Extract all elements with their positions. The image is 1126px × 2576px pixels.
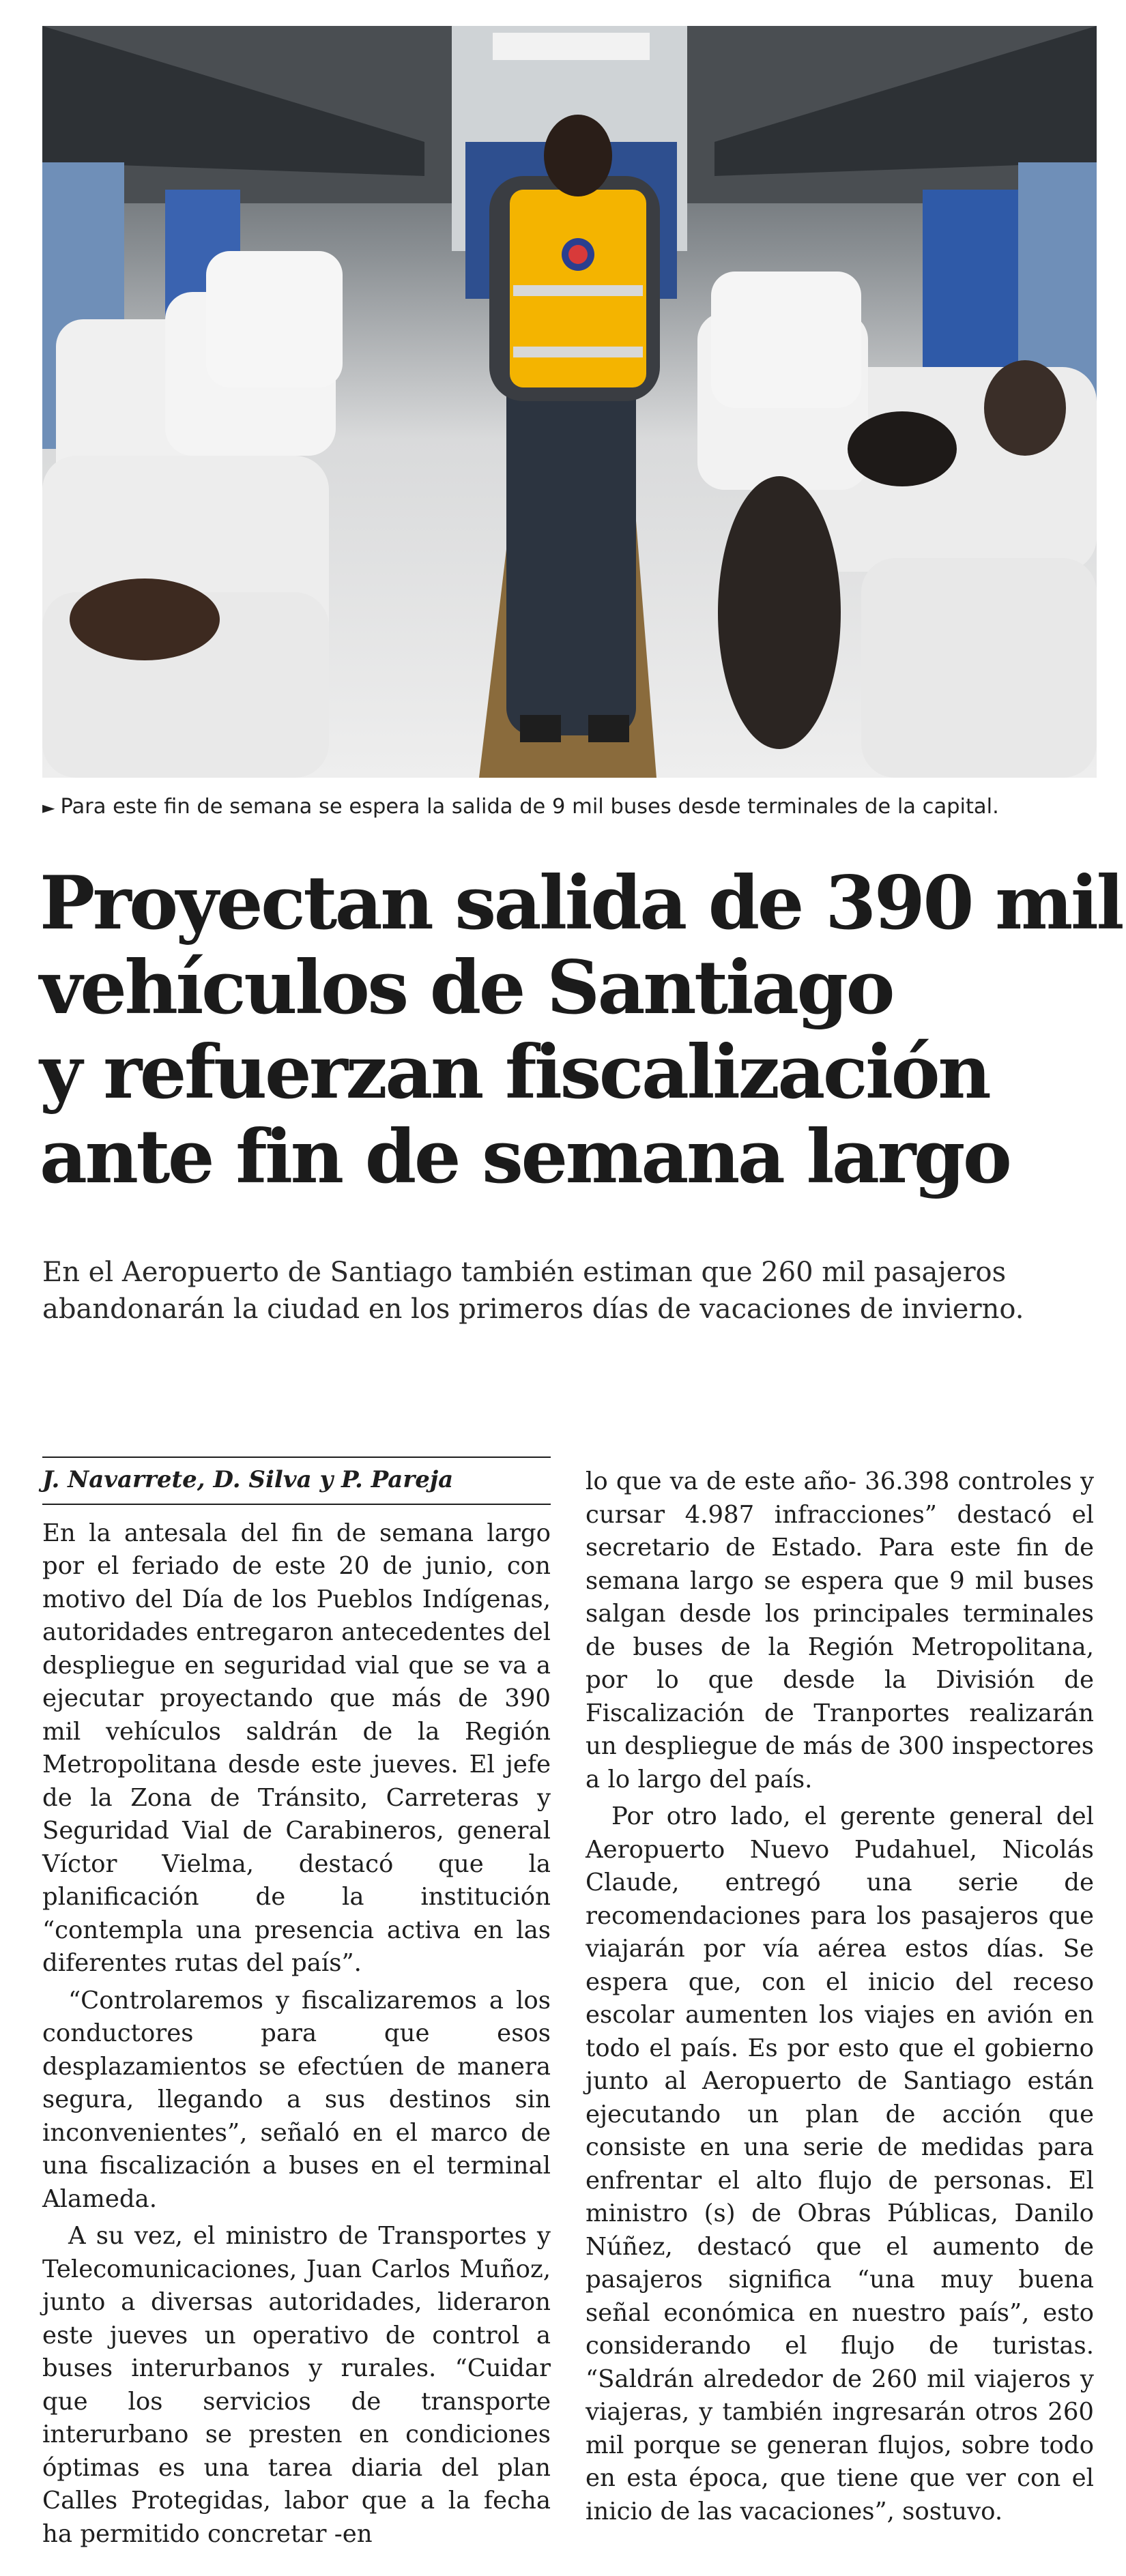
caption-text: Para este fin de semana se espera la salida de 9 mil buses desde terminales de la capital. bbox=[60, 795, 999, 819]
caption-marker: ► bbox=[42, 798, 55, 817]
body-paragraph-4: lo que va de este año- 36.398 controles y cursar 4.987 infracciones” destacó el secretario de Estado. Para este fin de semana largo se espera que 9 mil buses salgan desde los principales terminales de buses de la Región Metropolitana, por lo que desde la División de Fiscalización de Tranportes realizarán un despliegue de más de 300 inspectores a lo largo del país. bbox=[586, 1467, 1094, 1794]
photo-caption bbox=[42, 793, 1117, 821]
article-headline bbox=[40, 860, 1122, 1200]
article-deck bbox=[42, 1254, 1107, 1328]
body-paragraph-5: Por otro lado, el gerente general del Aeropuerto Nuevo Pudahuel, Nicolás Claude, entregó una serie de recomendaciones para los pasajeros que viajarán por vía aérea estos días. Se espera que, con el inicio del receso escolar aumenten los viajes en avión en todo el país. Es por esto que el gobierno junto al Aeropuerto de Santiago están ejecutando un plan de acción que consiste en una serie de medidas para enfrentar el alto flujo de personas. El ministro (s) de Obras Públicas, Danilo Núñez, destacó que el aumento de pasajeros significa “una muy buena señal económica en nuestro país”, esto considerando el flujo de turistas. “Saldrán alrededor de 260 mil viajeros y viajeras, y también ingresarán otros 260 mil porque se generan flujos, sobre todo en esta época, que tiene que ver con el inicio de las vacaciones”, sostuvo. bbox=[586, 1802, 1094, 2526]
headline-line-2: vehículos de Santiago bbox=[40, 945, 893, 1031]
body-paragraph-2: “Controlaremos y fiscalizaremos a los conductores para que esos desplazamientos se efectúen de manera segura, llegando a sus destinos sin inconvenientes”, señaló en el marco de una fiscalización a buses en el terminal Alameda. bbox=[42, 1986, 551, 2213]
body-paragraph-1: En la antesala del fin de semana largo por el feriado de este 20 de junio, con motivo del Día de los Pueblos Indígenas, autoridades entregaron antecedentes del despliegue en seguridad vial que se va a ejecutar proyectando que más de 390 mil vehículos saldrán de la Región Metropolitana desde este jueves. El jefe de la Zona de Tránsito, Carreteras y Seguridad Vial de Carabineros, general Víctor Vielma, destacó que la planificación de la institución “contempla una presencia activa en las diferentes rutas del país”. bbox=[42, 1519, 551, 1977]
body-column-right bbox=[586, 1465, 1094, 2532]
body-paragraph-3: A su vez, el ministro de Transportes y Telecomunicaciones, Juan Carlos Muñoz, junto a diversas autoridades, lideraron este jueves un operativo de control a buses interurbanos y rurales. “Cuidar que los servicios de transporte interurbano se presten en condiciones óptimas es una tarea diaria del plan Calles Protegidas, labor que a la fecha ha permitido concretar -en bbox=[42, 2222, 551, 2548]
bus-interior-photo bbox=[42, 26, 1097, 778]
body-column-left bbox=[42, 1457, 551, 2555]
bus-photo-illustration bbox=[42, 26, 1097, 778]
headline-line-4: ante fin de semana largo bbox=[40, 1114, 1010, 1200]
byline: J. Navarrete, D. Silva y P. Pareja bbox=[42, 1457, 551, 1505]
deck-line-2: abandonarán la ciudad en los primeros días de vacaciones de invierno. bbox=[42, 1293, 1024, 1325]
deck-line-1: En el Aeropuerto de Santiago también estiman que 260 mil pasajeros bbox=[42, 1257, 1007, 1288]
headline-line-1: Proyectan salida de 390 mil bbox=[40, 860, 1122, 946]
headline-line-3: y refuerzan fiscalización bbox=[40, 1029, 990, 1115]
